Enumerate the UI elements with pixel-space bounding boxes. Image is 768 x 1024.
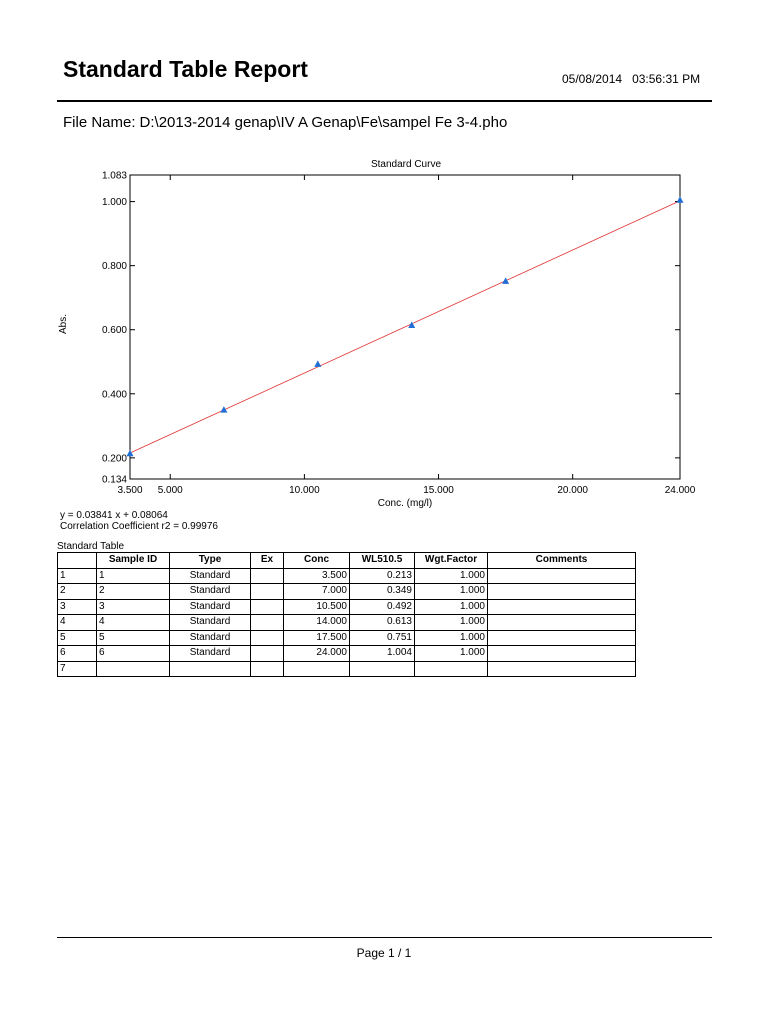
cell-wgt-factor: 1.000	[415, 646, 488, 662]
x-tick-label: 24.000	[664, 485, 696, 496]
footer-rule	[57, 937, 712, 938]
column-header-wl510-5: WL510.5	[350, 553, 415, 569]
file-path: D:\2013-2014 genap\IV A Genap\Fe\sampel Fe 3-4.pho	[139, 114, 508, 131]
cell-sample-id: 6	[97, 646, 170, 662]
y-tick-label: 0.400	[101, 389, 127, 401]
table-row	[58, 661, 636, 677]
y-tick-label: 1.083	[101, 170, 127, 182]
column-header-row-index	[58, 553, 97, 569]
cell-row-index: 1	[58, 568, 97, 584]
cell-conc: 17.500	[284, 630, 350, 646]
cell-comments	[488, 661, 636, 677]
cell-wl510-5: 0.213	[350, 568, 415, 584]
cell-type: Standard	[170, 646, 251, 662]
cell-ex	[251, 661, 284, 677]
cell-conc: 10.500	[284, 599, 350, 615]
data-points	[127, 196, 684, 456]
cell-row-index: 7	[58, 661, 97, 677]
data-point	[314, 360, 321, 367]
column-header-wgt-factor: Wgt.Factor	[415, 553, 488, 569]
cell-row-index: 6	[58, 646, 97, 662]
cell-comments	[488, 568, 636, 584]
table-row	[58, 599, 636, 615]
cell-ex	[251, 584, 284, 600]
cell-type: Standard	[170, 615, 251, 631]
data-point	[220, 406, 227, 413]
y-tick-label: 0.200	[101, 453, 127, 465]
chart-title: Standard Curve	[370, 159, 442, 170]
y-tick-label: 0.600	[101, 325, 127, 337]
table-row	[58, 646, 636, 662]
cell-sample-id: 1	[97, 568, 170, 584]
cell-wl510-5: 0.349	[350, 584, 415, 600]
data-point	[677, 196, 684, 203]
table-row	[58, 630, 636, 646]
data-point	[127, 450, 134, 457]
standard-table-title: Standard Table	[57, 541, 125, 552]
cell-sample-id: 2	[97, 584, 170, 600]
table-row	[58, 584, 636, 600]
cell-wgt-factor	[415, 661, 488, 677]
cell-type: Standard	[170, 630, 251, 646]
cell-row-index: 2	[58, 584, 97, 600]
correlation-coefficient: Correlation Coefficient r2 = 0.99976	[60, 521, 218, 532]
regression-equation: y = 0.03841 x + 0.08064	[60, 510, 168, 521]
fit-line	[130, 201, 680, 453]
cell-comments	[488, 599, 636, 615]
column-header-ex: Ex	[251, 553, 284, 569]
y-tick-label: 0.800	[101, 261, 127, 273]
cell-sample-id	[97, 661, 170, 677]
column-header-sample-id: Sample ID	[97, 553, 170, 569]
cell-sample-id: 4	[97, 615, 170, 631]
cell-ex	[251, 599, 284, 615]
cell-ex	[251, 615, 284, 631]
cell-wgt-factor: 1.000	[415, 615, 488, 631]
cell-type: Standard	[170, 584, 251, 600]
x-tick-label: 15.000	[423, 485, 454, 496]
cell-ex	[251, 568, 284, 584]
cell-conc: 24.000	[284, 646, 350, 662]
cell-type: Standard	[170, 599, 251, 615]
report-time: 03:56:31 PM	[632, 72, 701, 86]
cell-ex	[251, 646, 284, 662]
cell-wl510-5	[350, 661, 415, 677]
table-header-row	[58, 553, 636, 569]
cell-ex	[251, 630, 284, 646]
cell-wgt-factor: 1.000	[415, 630, 488, 646]
cell-wgt-factor: 1.000	[415, 584, 488, 600]
cell-row-index: 5	[58, 630, 97, 646]
column-header-type: Type	[170, 553, 251, 569]
report-title: Standard Table Report	[63, 56, 308, 82]
cell-row-index: 3	[58, 599, 97, 615]
cell-conc: 7.000	[284, 584, 350, 600]
y-tick-label: 1.000	[101, 197, 127, 209]
y-axis-label: Abs.	[58, 313, 69, 335]
cell-wl510-5: 0.492	[350, 599, 415, 615]
data-point	[502, 277, 509, 284]
cell-wgt-factor: 1.000	[415, 599, 488, 615]
file-name-label: File Name:	[63, 114, 136, 131]
cell-type: Standard	[170, 568, 251, 584]
column-header-conc: Conc	[284, 553, 350, 569]
regression-info	[60, 510, 218, 532]
cell-comments	[488, 584, 636, 600]
cell-comments	[488, 615, 636, 631]
x-tick-label: 5.000	[157, 485, 183, 496]
y-axis	[102, 171, 680, 486]
x-tick-label: 20.000	[557, 485, 588, 496]
standard-table	[57, 552, 636, 677]
cell-comments	[488, 646, 636, 662]
page-number: Page 1 / 1	[356, 946, 412, 960]
cell-conc	[284, 661, 350, 677]
cell-comments	[488, 630, 636, 646]
cell-wl510-5: 0.613	[350, 615, 415, 631]
table-row	[58, 615, 636, 631]
x-axis	[117, 175, 695, 496]
cell-wl510-5: 1.004	[350, 646, 415, 662]
cell-wl510-5: 0.751	[350, 630, 415, 646]
table-row	[58, 568, 636, 584]
column-header-comments: Comments	[488, 553, 636, 569]
cell-sample-id: 3	[97, 599, 170, 615]
y-tick-label: 0.134	[101, 474, 127, 486]
x-tick-label: 3.500	[117, 485, 143, 496]
cell-wgt-factor: 1.000	[415, 568, 488, 584]
cell-conc: 3.500	[284, 568, 350, 584]
x-axis-label: Conc. (mg/l)	[377, 498, 433, 509]
cell-conc: 14.000	[284, 615, 350, 631]
x-tick-label: 10.000	[289, 485, 320, 496]
cell-type	[170, 661, 251, 677]
report-date: 05/08/2014	[562, 72, 623, 86]
cell-row-index: 4	[58, 615, 97, 631]
cell-sample-id: 5	[97, 630, 170, 646]
